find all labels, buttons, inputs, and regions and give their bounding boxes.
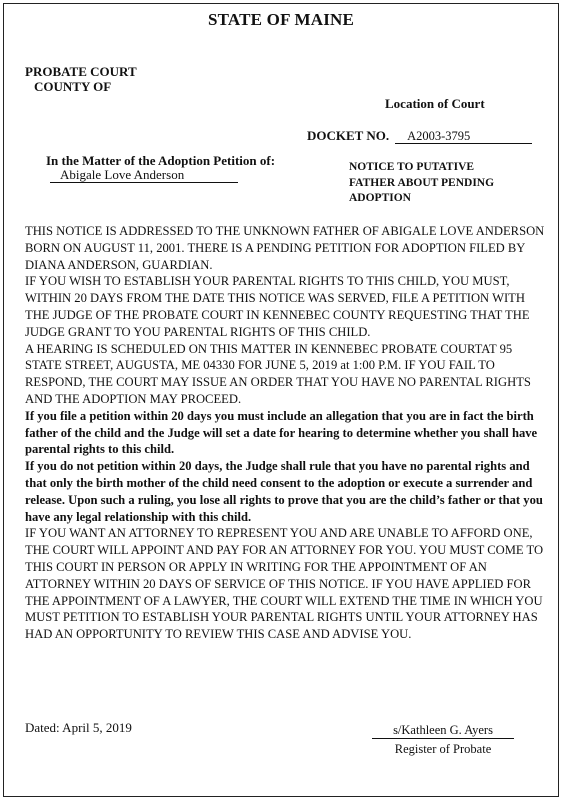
notice-page (3, 3, 559, 797)
body-paragraph: THIS NOTICE IS ADDRESSED TO THE UNKNOWN FATHER OF ABIGALE LOVE ANDERSON BORN ON AUGUST 11, 2001. THERE IS A PENDING PETITION FOR ADOPTION FILED BY DIANA ANDERSON, GUARDIAN. (25, 224, 545, 272)
body-paragraph: IF YOU WISH TO ESTABLISH YOUR PARENTAL RIGHTS TO THIS CHILD, YOU MUST, WITHIN 20 DAYS FROM THE DATE THIS NOTICE WAS SERVED, FILE A PETITION WITH THE JUDGE OF THE PROBATE COURT IN KENNEBEC COUNTY REQUESTING THAT THE JUDGE GRANT TO YOU PARENTAL RIGHTS OF THIS CHILD. (25, 274, 530, 339)
body-paragraph-bold: If you file a petition within 20 days you must include an allegation that you are in fact the birth father of the child and the Judge will set a date for hearing to determine whether you shall have parental rights to this child. (25, 408, 538, 457)
docket-number: A2003-3795 (395, 130, 532, 144)
signature: s/Kathleen G. Ayers (372, 722, 514, 739)
notice-body (25, 223, 545, 643)
notice-title-line: ADOPTION (349, 192, 411, 204)
state-title: STATE OF MAINE (207, 10, 355, 29)
matter-label: In the Matter of the Adoption Petition of: (46, 153, 276, 168)
court-name: PROBATE COURT (25, 64, 137, 79)
location-label: Location of Court (385, 96, 485, 111)
signer-role: Register of Probate (394, 742, 492, 756)
docket-label: DOCKET NO. (307, 128, 390, 143)
child-name: Abigale Love Anderson (50, 168, 238, 183)
notice-title-line: FATHER ABOUT PENDING (349, 176, 495, 189)
county-label: COUNTY OF (34, 79, 112, 94)
notice-title (349, 160, 549, 207)
docket-line (307, 128, 532, 144)
dated-line: Dated: April 5, 2019 (25, 720, 132, 735)
notice-title-line: NOTICE TO PUTATIVE (349, 161, 475, 173)
body-paragraph: A HEARING IS SCHEDULED ON THIS MATTER IN KENNEBEC PROBATE COURTAT 95 STATE STREET, AUGUSTA, ME 04330 FOR JUNE 5, 2019 at 1:00 P.M. IF YOU FAIL TO RESPOND, THE COURT MAY ISSUE AN ORDER THAT YOU HAVE NO PARENTAL RIGHTS AND THE ADOPTION MAY PROCEED. (25, 341, 531, 406)
body-paragraph-bold: If you do not petition within 20 days, the Judge shall rule that you have no parental rights and that only the birth mother of the child need consent to the adoption or execute a surrender and release. Upon such a ruling, you lose all rights to prove that you are the child’s father or that you have any legal relationship with this child. (25, 459, 543, 524)
body-paragraph: IF YOU WANT AN ATTORNEY TO REPRESENT YOU AND ARE UNABLE TO AFFORD ONE, THE COURT WILL APPOINT AND PAY FOR AN ATTORNEY FOR YOU. YOU MUST COME TO THIS COURT IN PERSON OR APPLY IN WRITING FOR THE APPOINTMENT OF AN ATTORNEY WITHIN 20 DAYS OF SERVICE OF THIS NOTICE. IF YOU HAVE APPLIED FOR THE APPOINTMENT OF A LAWYER, THE COURT WILL EXTEND THE TIME IN WHICH YOU MUST PETITION TO ESTABLISH YOUR PARENTAL RIGHTS UNTIL YOUR ATTORNEY HAS HAD AN OPPORTUNITY TO REVIEW THIS CASE AND ADVISE YOU. (25, 526, 544, 642)
